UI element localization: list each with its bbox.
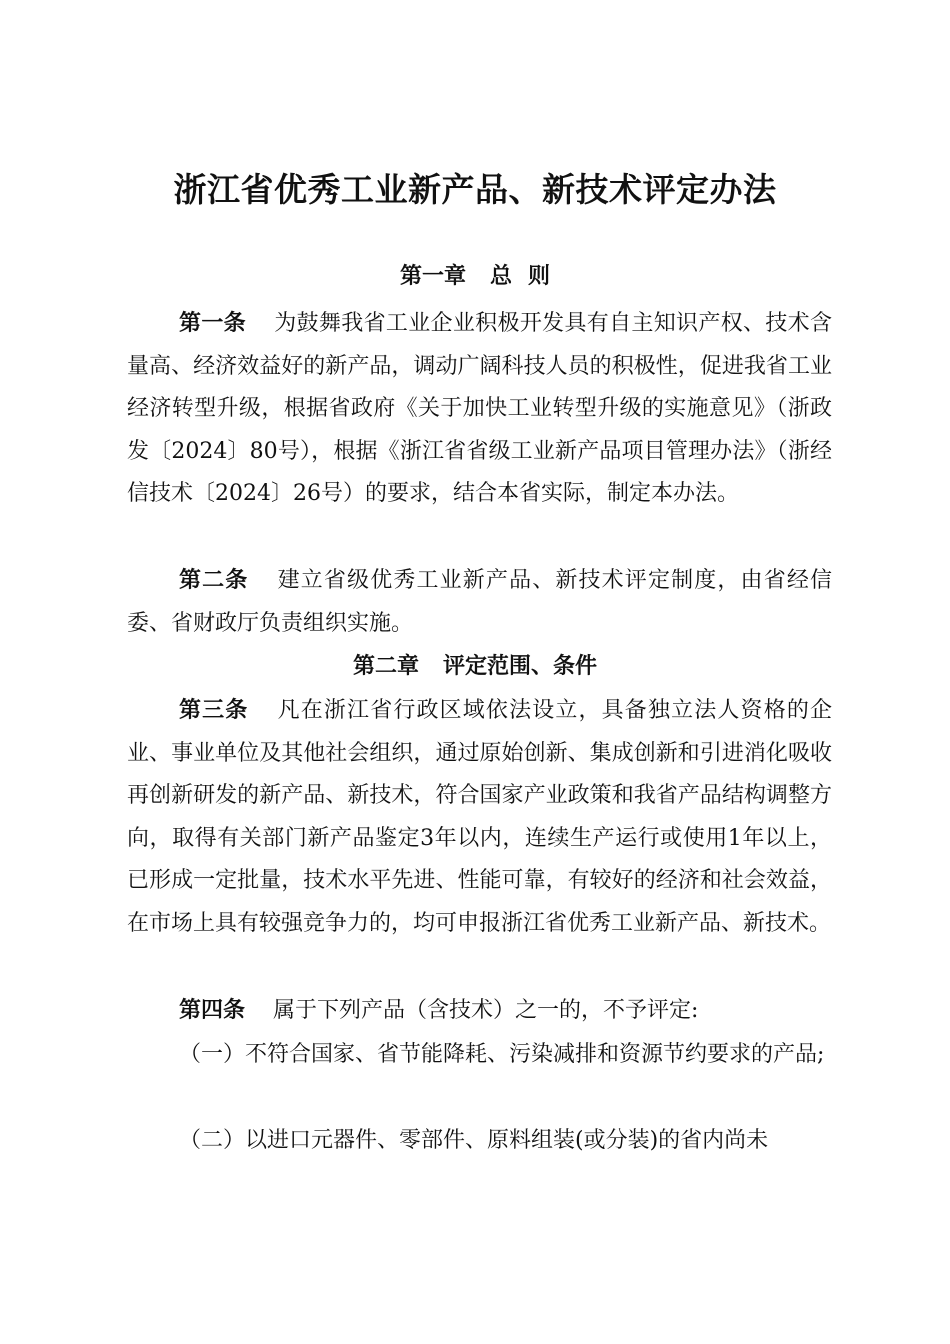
article-4-label: 第四条 bbox=[179, 998, 246, 1023]
article-1 bbox=[127, 303, 832, 516]
article-4-item-2: （二）以进口元器件、零部件、原料组装(或分装)的省内尚未 bbox=[179, 1128, 769, 1153]
article-4-text: 属于下列产品（含技术）之一的，不予评定: bbox=[273, 998, 699, 1023]
article-3-label: 第三条 bbox=[179, 698, 249, 723]
article-2-text: 建立省级优秀工业新产品、新技术评定制度，由省经信委、省财政厅负责组织实施。 bbox=[127, 568, 832, 636]
chapter-1-name-a: 总 bbox=[489, 264, 512, 289]
chapter-2-name: 评定范围、条件 bbox=[443, 654, 598, 679]
chapter-2-heading bbox=[0, 647, 950, 687]
document-title: 浙江省优秀工业新产品、新技术评定办法 bbox=[173, 170, 777, 209]
article-2 bbox=[127, 560, 832, 645]
chapter-1-heading bbox=[0, 257, 950, 297]
chapter-1-name-b: 则 bbox=[528, 264, 551, 289]
article-4 bbox=[127, 990, 832, 1033]
article-2-label: 第二条 bbox=[179, 568, 249, 593]
chapter-1-number: 第一章 bbox=[399, 264, 466, 289]
article-3 bbox=[127, 690, 832, 945]
article-1-label: 第一条 bbox=[179, 311, 246, 336]
article-1-text: 为鼓舞我省工业企业积极开发具有自主知识产权、技术含量高、经济效益好的新产品，调动广阔科技人员的积极性，促进我省工业经济转型升级，根据省政府《关于加快工业转型升级的实施意见》（浙政发〔2024〕80号），根据《浙江省省级工业新产品项目管理办法》（浙经信技术〔2024〕26号）的要求，结合本省实际，制定本办法。 bbox=[127, 311, 832, 506]
article-3-text: 凡在浙江省行政区域依法设立，具备独立法人资格的企业、事业单位及其他社会组织，通过原始创新、集成创新和引进消化吸收再创新研发的新产品、新技术，符合国家产业政策和我省产品结构调整方向，取得有关部门新产品鉴定3年以内，连续生产运行或使用1年以上，已形成一定批量，技术水平先进、性能可靠，有较好的经济和社会效益，在市场上具有较强竞争力的，均可申报浙江省优秀工业新产品、新技术。 bbox=[127, 698, 832, 936]
chapter-2-number: 第二章 bbox=[352, 654, 419, 679]
article-4-item-1: （一）不符合国家、省节能降耗、污染减排和资源节约要求的产品; bbox=[179, 1042, 825, 1067]
